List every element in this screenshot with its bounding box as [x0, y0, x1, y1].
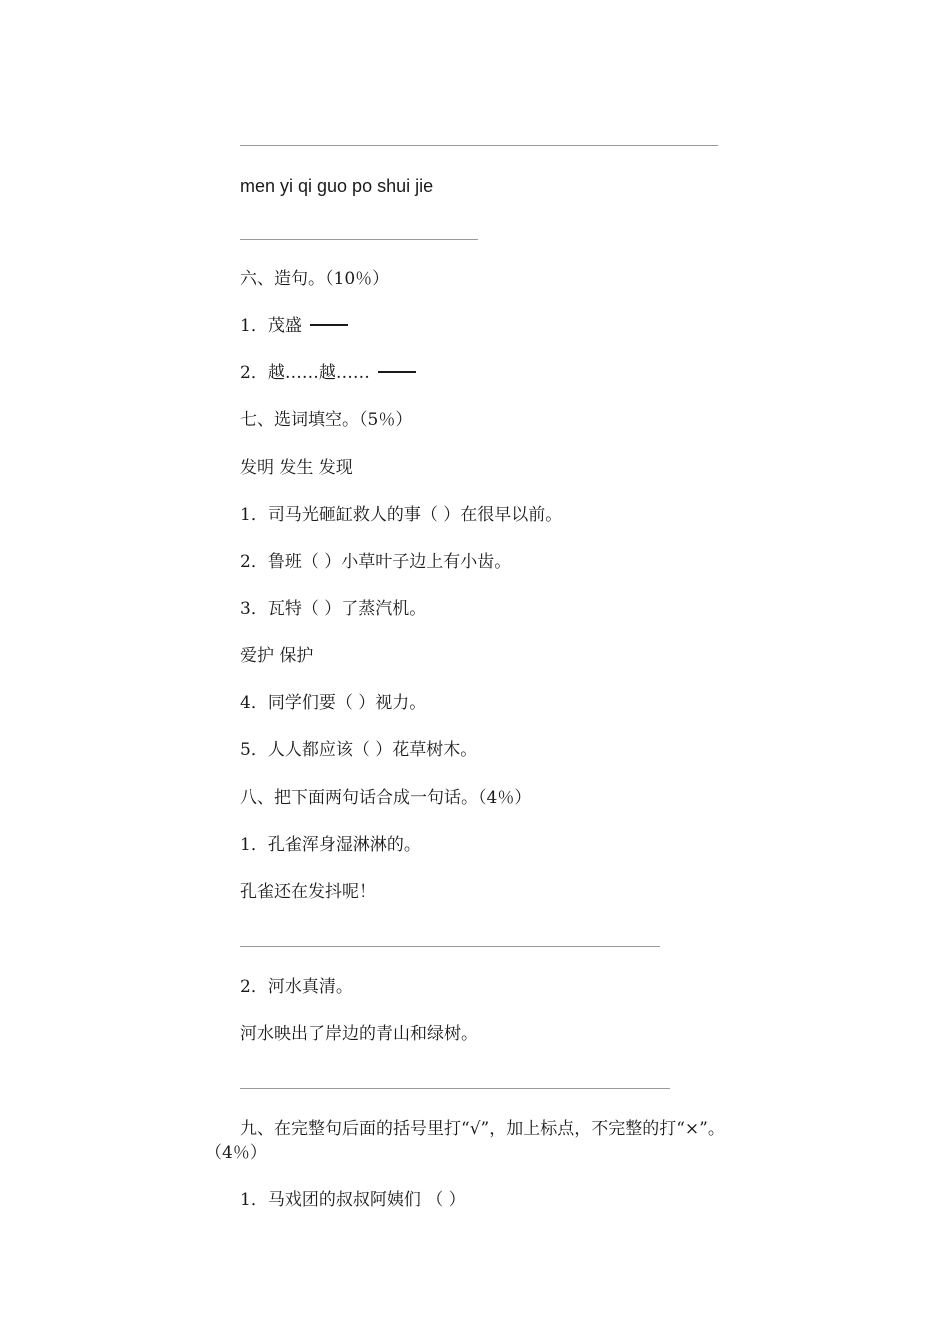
section-6-item-1: [240, 315, 348, 337]
section-8-q1-sentence-a: 1．孔雀浑身湿淋淋的。: [240, 835, 421, 855]
section-9-item-1: 1．马戏团的叔叔阿姨们 （ ）: [240, 1190, 466, 1210]
word-bank-2: 爱护 保护: [240, 646, 314, 666]
section-6-item-2: [240, 362, 416, 384]
section-6-item-1-text: 1．茂盛: [240, 316, 302, 336]
section-7-item-4: 4．同学们要（ ）视力。: [240, 693, 427, 713]
section-7-item-1: 1．司马光砸缸救人的事（ ）在很早以前。: [240, 505, 563, 525]
section-6-heading: 六、造句。（10％）: [240, 269, 390, 289]
section-9-heading: [205, 1117, 825, 1165]
section-7-item-3: 3．瓦特（ ）了蒸汽机。: [240, 599, 427, 619]
section-7-heading: 七、选词填空。（5％）: [240, 410, 413, 430]
answer-line-pinyin: [240, 239, 478, 240]
section-8-heading: 八、把下面两句话合成一句话。（4％）: [240, 788, 532, 808]
section-8-q2-sentence-a: 2．河水真清。: [240, 977, 353, 997]
pinyin-line: men yi qi guo po shui jie: [240, 176, 434, 196]
section-9-heading-line1: 九、在完整句后面的括号里打“√”，加上标点，不完整的打“×”。: [240, 1119, 725, 1139]
answer-line-top: [240, 145, 718, 146]
section-9-heading-line2: （4％）: [205, 1143, 267, 1163]
section-8-q1-sentence-b: 孔雀还在发抖呢！: [240, 882, 376, 902]
section-7-item-2: 2．鲁班（ ）小草叶子边上有小齿。: [240, 552, 512, 572]
answer-dash: [378, 371, 416, 373]
section-8-q2-sentence-b: 河水映出了岸边的青山和绿树。: [240, 1024, 478, 1044]
answer-dash: [310, 324, 348, 326]
answer-line-q1: [240, 946, 660, 947]
section-7-item-5: 5．人人都应该（ ）花草树木。: [240, 740, 478, 760]
word-bank-1: 发明 发生 发现: [240, 458, 353, 478]
answer-line-q2: [240, 1088, 670, 1089]
section-6-item-2-text: 2．越……越……: [240, 363, 370, 383]
